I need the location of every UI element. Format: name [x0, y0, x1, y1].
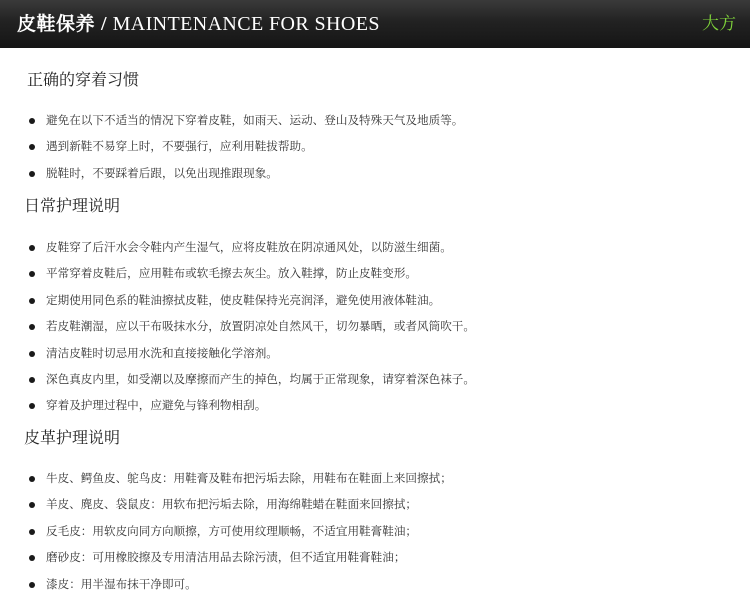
bullet-icon	[29, 403, 35, 409]
list-item	[27, 366, 750, 392]
list-item	[27, 544, 750, 570]
list-item	[27, 571, 750, 597]
list-item-text: 若皮鞋潮湿，应以干布吸抹水分，放置阴凉处自然风干，切勿暴晒，或者风筒吹干。	[46, 319, 475, 334]
bullet-icon	[29, 582, 35, 588]
list-item-text: 定期使用同色系的鞋油擦拭皮鞋，使皮鞋保持光亮润泽，避免使用液体鞋油。	[46, 292, 441, 307]
list-item-text: 遇到新鞋不易穿上时，不要强行，应利用鞋拔帮助。	[46, 139, 313, 154]
list-item-text: 深色真皮内里，如受潮以及摩擦而产生的掉色，均属于正常现象，请穿着深色袜子。	[46, 371, 475, 386]
list-item	[27, 340, 750, 366]
title-chinese: 皮鞋保养	[17, 13, 96, 35]
bullet-icon	[29, 118, 35, 124]
list-item	[27, 287, 750, 313]
list-item-text: 皮鞋穿了后汗水会令鞋内产生湿气，应将皮鞋放在阴凉通风处，以防滋生细菌。	[46, 240, 452, 254]
bullet-icon	[29, 529, 35, 535]
section-heading: 皮革护理说明	[24, 428, 121, 447]
list-item	[27, 392, 750, 418]
list-item-text: 羊皮、麂皮、袋鼠皮：用软布把污垢去除，用海绵鞋蜡在鞋面来回擦拭；	[46, 497, 418, 512]
bullet-list	[27, 234, 750, 419]
section-heading: 正确的穿着习惯	[27, 70, 140, 89]
list-item-text: 避免在以下不适当的情况下穿着皮鞋，如雨天、运动、登山及特殊天气及地质等。	[46, 113, 464, 127]
list-item-text: 穿着及护理过程中，应避免与锋利物相刮。	[46, 398, 267, 413]
list-item	[27, 160, 750, 186]
bullet-icon	[29, 271, 35, 277]
list-item-text: 磨砂皮：可用橡胶擦及专用清洁用品去除污渍，但不适宜用鞋膏鞋油；	[46, 550, 406, 565]
list-item	[27, 133, 750, 159]
bullet-icon	[29, 502, 35, 508]
title-separator: /	[101, 13, 107, 35]
bullet-icon	[29, 245, 35, 251]
section-wearing-habits	[0, 69, 750, 186]
list-item	[27, 465, 750, 491]
bullet-icon	[29, 351, 35, 357]
bullet-icon	[29, 324, 35, 330]
list-item	[27, 313, 750, 339]
page-title	[17, 10, 380, 38]
bullet-icon	[29, 476, 35, 482]
list-item	[27, 491, 750, 517]
section-daily-care	[0, 195, 750, 419]
list-item-text: 脱鞋时，不要踩着后跟，以免出现推跟现象。	[46, 165, 278, 180]
title-english: MAINTENANCE FOR SHOES	[112, 13, 380, 35]
bullet-icon	[29, 555, 35, 561]
list-item	[27, 234, 750, 260]
section-leather-care	[0, 427, 750, 597]
list-item-text: 漆皮：用半湿布抹干净即可。	[46, 576, 197, 591]
bullet-icon	[29, 377, 35, 383]
list-item-text: 平常穿着皮鞋后，应用鞋布或软毛擦去灰尘。放入鞋撑，防止皮鞋变形。	[46, 266, 418, 281]
bullet-list	[27, 107, 750, 186]
bullet-icon	[29, 171, 35, 177]
brand-label: 大方	[702, 14, 736, 34]
bullet-icon	[29, 144, 35, 150]
header-bar	[0, 0, 750, 48]
list-item	[27, 107, 750, 133]
list-item-text: 牛皮、鳄鱼皮、鸵鸟皮：用鞋膏及鞋布把污垢去除，用鞋布在鞋面上来回擦拭；	[46, 471, 452, 485]
bullet-icon	[29, 298, 35, 304]
bullet-list	[27, 465, 750, 597]
section-heading: 日常护理说明	[24, 196, 121, 215]
list-item-text: 反毛皮：用软皮向同方向顺擦，方可使用纹理顺畅，不适宜用鞋膏鞋油；	[46, 523, 418, 538]
list-item	[27, 518, 750, 544]
list-item-text: 清洁皮鞋时切忌用水洗和直接接触化学溶剂。	[46, 345, 278, 360]
list-item	[27, 260, 750, 286]
